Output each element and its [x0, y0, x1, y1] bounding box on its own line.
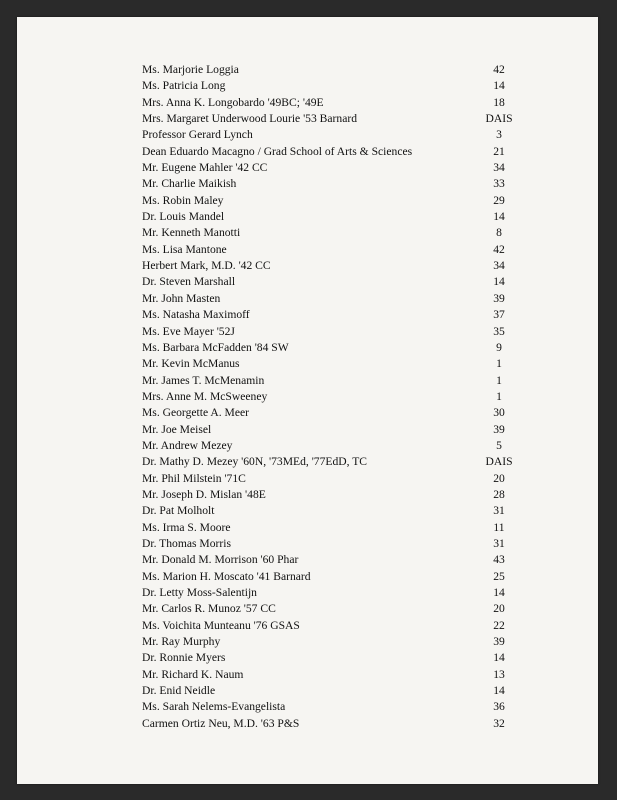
guest-name: Dr. Louis Mandel: [142, 210, 225, 224]
list-item: [142, 62, 542, 78]
guest-name: Ms. Robin Maley: [142, 193, 224, 207]
list-item: [142, 667, 542, 683]
guest-name: Mr. Donald M. Morrison '60 Phar: [142, 553, 299, 567]
guest-name: Dr. Pat Molholt: [142, 504, 215, 518]
list-item: [142, 225, 542, 241]
table-number: 42: [493, 63, 505, 76]
list-item: [142, 324, 542, 340]
guest-name: Dr. Ronnie Myers: [142, 651, 226, 665]
list-item: [142, 585, 542, 601]
guest-name: Mr. Joseph D. Mislan '48E: [142, 487, 266, 501]
table-number: 30: [493, 406, 505, 420]
list-item: [142, 95, 542, 111]
guest-name: Ms. Natasha Maximoff: [142, 308, 250, 322]
guest-name: Mr. Richard K. Naum: [142, 667, 244, 681]
guest-name: Mr. Kenneth Manotti: [142, 226, 241, 240]
table-number: 31: [493, 536, 505, 550]
guest-name: Ms. Barbara McFadden '84 SW: [142, 340, 289, 354]
guest-name: Herbert Mark, M.D. '42 CC: [142, 259, 271, 273]
list-item: [142, 356, 542, 372]
guest-name: Ms. Georgette A. Meer: [142, 406, 250, 420]
guest-name: Ms. Marion H. Moscato '41 Barnard: [142, 569, 311, 583]
list-item: [142, 111, 542, 127]
guest-name: Ms. Eve Mayer '52J: [142, 324, 235, 338]
list-item: [142, 176, 542, 192]
guest-name: Mr. Charlie Maikish: [142, 177, 237, 191]
table-number: 34: [493, 259, 505, 273]
table-number: 1: [496, 389, 502, 403]
table-number: 25: [493, 569, 505, 583]
guest-name: Ms. Sarah Nelems-Evangelista: [142, 700, 286, 714]
guest-name: Carmen Ortiz Neu, M.D. '63 P&S: [142, 716, 300, 730]
guest-name: Dr. Steven Marshall: [142, 275, 236, 289]
list-item: [142, 373, 542, 389]
table-number: 21: [493, 144, 505, 158]
guest-name: Mr. Kevin McManus: [142, 357, 240, 371]
table-number: 14: [493, 651, 505, 665]
table-number: 39: [493, 635, 505, 649]
table-number: 39: [493, 291, 505, 305]
list-item: [142, 601, 542, 617]
list-item: [142, 291, 542, 307]
guest-name: Mr. Eugene Mahler '42 CC: [142, 161, 268, 175]
table-number: 14: [493, 586, 505, 599]
list-item: [142, 520, 542, 536]
seating-list: [142, 62, 542, 732]
guest-name: Professor Gerard Lynch: [142, 128, 253, 142]
table-number: 32: [493, 716, 505, 730]
table-number: 20: [493, 471, 505, 485]
guest-name: Mr. Carlos R. Munoz '57 CC: [142, 602, 276, 616]
list-item: [142, 144, 542, 160]
guest-name: Mr. Ray Murphy: [142, 635, 221, 649]
list-item: [142, 454, 542, 470]
guest-name: Dean Eduardo Macagno / Grad School of Arts & Sciences: [142, 144, 413, 158]
guest-name: Mr. Joe Meisel: [142, 422, 212, 436]
table-number: 37: [493, 308, 505, 322]
list-item: [142, 160, 542, 176]
table-number: 36: [493, 700, 505, 714]
list-item: [142, 503, 542, 519]
list-item: [142, 471, 542, 487]
guest-name: Mr. Phil Milstein '71C: [142, 471, 246, 485]
guest-name: Ms. Marjorie Loggia: [142, 63, 239, 76]
document-page: [17, 17, 598, 784]
table-number: 35: [493, 324, 505, 338]
list-item: [142, 552, 542, 568]
guest-name: Dr. Thomas Morris: [142, 536, 231, 550]
table-number: 33: [493, 177, 505, 191]
table-number: 5: [496, 438, 502, 452]
guest-name: Dr. Letty Moss-Salentijn: [142, 586, 257, 599]
guest-name: Ms. Voichita Munteanu '76 GSAS: [142, 618, 300, 632]
list-item: [142, 618, 542, 634]
table-number: 29: [493, 193, 505, 207]
list-item: [142, 422, 542, 438]
guest-name: Mr. James T. McMenamin: [142, 373, 265, 387]
table-number: 14: [493, 210, 505, 224]
list-item: [142, 716, 542, 732]
list-item: [142, 258, 542, 274]
list-item: [142, 405, 542, 421]
list-item: [142, 242, 542, 258]
guest-name: Mrs. Anna K. Longobardo '49BC; '49E: [142, 95, 324, 109]
table-number: 3: [496, 128, 502, 142]
table-number: 34: [493, 161, 505, 175]
table-number: 13: [493, 667, 505, 681]
list-item: [142, 127, 542, 143]
list-item: [142, 340, 542, 356]
table-number: 39: [493, 422, 505, 436]
list-item: [142, 274, 542, 290]
list-item: [142, 699, 542, 715]
list-item: [142, 536, 542, 552]
table-number: 22: [493, 618, 505, 632]
table-number: 43: [493, 553, 505, 567]
list-item: [142, 389, 542, 405]
list-item: [142, 487, 542, 503]
table-number: DAIS: [485, 112, 513, 126]
table-number: 1: [496, 357, 502, 371]
guest-name: Ms. Lisa Mantone: [142, 242, 227, 256]
table-number: 14: [493, 275, 505, 289]
guest-name: Mr. John Masten: [142, 291, 221, 305]
guest-name: Mr. Andrew Mezey: [142, 438, 233, 452]
table-number: DAIS: [485, 455, 513, 469]
list-item: [142, 78, 542, 94]
table-number: 14: [493, 79, 505, 93]
guest-name: Mrs. Anne M. McSweeney: [142, 389, 268, 403]
table-number: 11: [493, 520, 505, 534]
table-number: 18: [493, 95, 505, 109]
guest-name: Mrs. Margaret Underwood Lourie '53 Barnard: [142, 112, 358, 126]
list-item: [142, 438, 542, 454]
list-item: [142, 209, 542, 225]
list-item: [142, 307, 542, 323]
table-number: 31: [493, 504, 505, 518]
list-item: [142, 683, 542, 699]
guest-name: Dr. Enid Neidle: [142, 684, 216, 698]
table-number: 28: [493, 487, 505, 501]
table-number: 9: [496, 340, 502, 354]
table-number: 42: [493, 242, 505, 256]
list-item: [142, 569, 542, 585]
table-number: 20: [493, 602, 505, 616]
list-item: [142, 193, 542, 209]
guest-name: Ms. Irma S. Moore: [142, 520, 231, 534]
guest-name: Dr. Mathy D. Mezey '60N, '73MEd, '77EdD, TC: [142, 455, 368, 469]
list-item: [142, 650, 542, 666]
guest-name: Ms. Patricia Long: [142, 79, 226, 93]
table-number: 1: [496, 373, 502, 387]
table-number: 14: [493, 684, 505, 698]
list-item: [142, 634, 542, 650]
table-number: 8: [496, 226, 502, 240]
